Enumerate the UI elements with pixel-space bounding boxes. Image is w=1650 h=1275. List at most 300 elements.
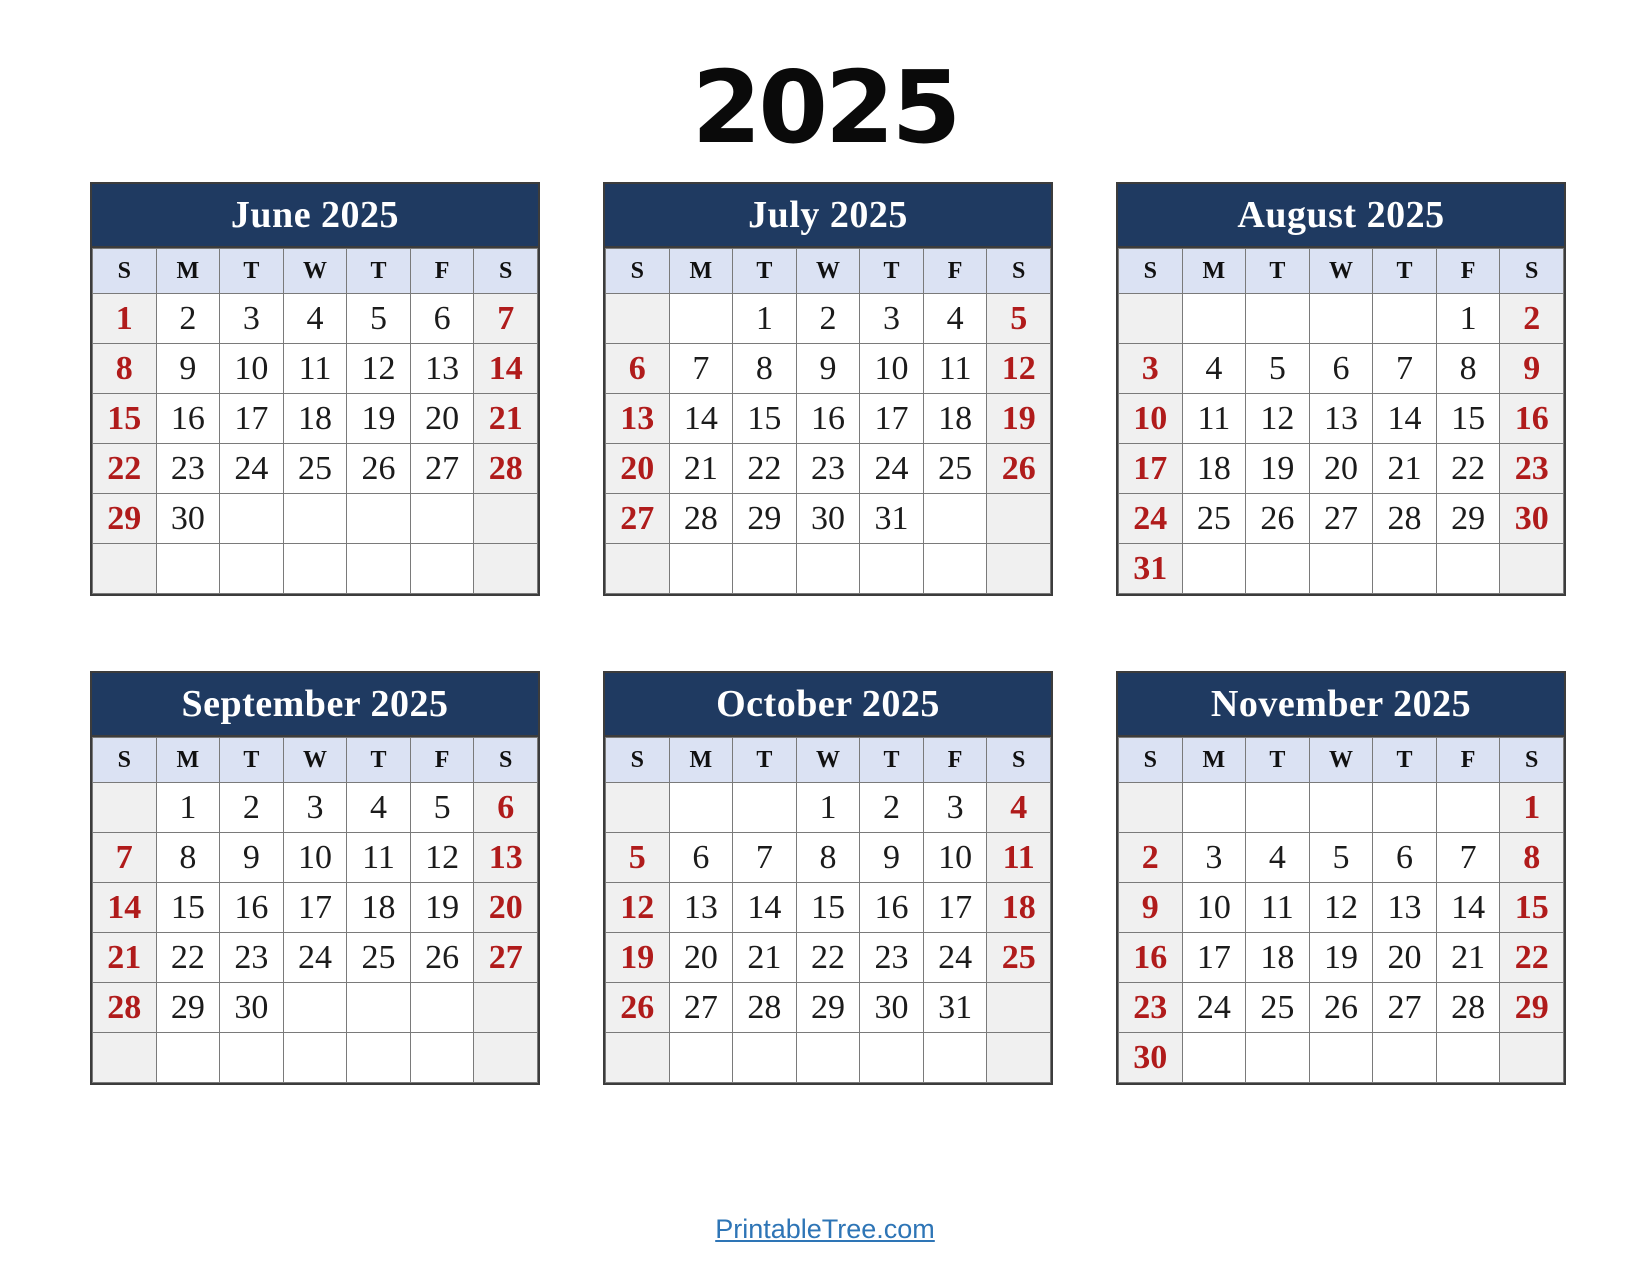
date-cell-24: 24 <box>220 444 284 494</box>
date-cell-28: 28 <box>1373 494 1437 544</box>
date-cell-empty <box>606 544 670 594</box>
date-cell-empty <box>1373 294 1437 344</box>
date-cell-14: 14 <box>93 883 157 933</box>
footer <box>0 1214 1650 1245</box>
week-row <box>1119 544 1564 594</box>
dow-row <box>606 249 1051 294</box>
date-cell-19: 19 <box>410 883 474 933</box>
date-cell-4: 4 <box>347 783 411 833</box>
date-cell-20: 20 <box>669 933 733 983</box>
date-cell-21: 21 <box>1436 933 1500 983</box>
dow-cell-6: S <box>987 738 1051 783</box>
week-row <box>606 394 1051 444</box>
date-cell-6: 6 <box>606 344 670 394</box>
date-cell-empty <box>1182 294 1246 344</box>
date-cell-empty <box>474 983 538 1033</box>
date-cell-empty <box>283 983 347 1033</box>
date-cell-5: 5 <box>606 833 670 883</box>
dow-cell-5: F <box>1436 738 1500 783</box>
week-row <box>1119 1033 1564 1083</box>
date-cell-15: 15 <box>733 394 797 444</box>
week-row <box>93 933 538 983</box>
date-cell-10: 10 <box>283 833 347 883</box>
date-cell-2: 2 <box>156 294 220 344</box>
date-cell-10: 10 <box>220 344 284 394</box>
date-cell-empty <box>283 544 347 594</box>
date-cell-28: 28 <box>733 983 797 1033</box>
date-cell-13: 13 <box>1309 394 1373 444</box>
date-cell-8: 8 <box>93 344 157 394</box>
week-row <box>1119 394 1564 444</box>
date-cell-24: 24 <box>860 444 924 494</box>
dow-cell-0: S <box>606 249 670 294</box>
date-cell-12: 12 <box>1309 883 1373 933</box>
week-row <box>606 1033 1051 1083</box>
date-cell-empty <box>1119 783 1183 833</box>
date-cell-empty <box>606 294 670 344</box>
month-table <box>1118 737 1564 1083</box>
date-cell-30: 30 <box>860 983 924 1033</box>
dow-row <box>606 738 1051 783</box>
date-cell-26: 26 <box>1309 983 1373 1033</box>
date-cell-8: 8 <box>1500 833 1564 883</box>
date-cell-11: 11 <box>283 344 347 394</box>
date-cell-31: 31 <box>923 983 987 1033</box>
week-row <box>606 833 1051 883</box>
week-row <box>93 783 538 833</box>
date-cell-8: 8 <box>733 344 797 394</box>
date-cell-empty <box>1309 544 1373 594</box>
date-cell-empty <box>669 783 733 833</box>
date-cell-5: 5 <box>1309 833 1373 883</box>
date-cell-empty <box>796 544 860 594</box>
dow-row <box>1119 738 1564 783</box>
dow-cell-3: W <box>283 249 347 294</box>
date-cell-17: 17 <box>283 883 347 933</box>
date-cell-4: 4 <box>923 294 987 344</box>
date-cell-13: 13 <box>1373 883 1437 933</box>
month-title: June 2025 <box>230 194 400 236</box>
date-cell-25: 25 <box>923 444 987 494</box>
month-table <box>92 248 538 594</box>
date-cell-empty <box>606 1033 670 1083</box>
date-cell-22: 22 <box>1500 933 1564 983</box>
week-row <box>1119 494 1564 544</box>
dow-cell-2: T <box>733 738 797 783</box>
date-cell-23: 23 <box>220 933 284 983</box>
month-table <box>92 737 538 1083</box>
week-row <box>606 444 1051 494</box>
date-cell-empty <box>347 544 411 594</box>
dow-cell-1: M <box>669 249 733 294</box>
date-cell-29: 29 <box>93 494 157 544</box>
date-cell-17: 17 <box>860 394 924 444</box>
date-cell-empty <box>1373 783 1437 833</box>
date-cell-empty <box>220 494 284 544</box>
date-cell-16: 16 <box>156 394 220 444</box>
month-header <box>1118 184 1564 248</box>
date-cell-8: 8 <box>1436 344 1500 394</box>
date-cell-6: 6 <box>669 833 733 883</box>
date-cell-empty <box>1246 294 1310 344</box>
date-cell-19: 19 <box>347 394 411 444</box>
date-cell-18: 18 <box>283 394 347 444</box>
date-cell-empty <box>474 494 538 544</box>
dow-cell-1: M <box>156 738 220 783</box>
date-cell-empty <box>923 544 987 594</box>
date-cell-24: 24 <box>1119 494 1183 544</box>
dow-cell-5: F <box>923 738 987 783</box>
dow-cell-4: T <box>1373 249 1437 294</box>
date-cell-7: 7 <box>1436 833 1500 883</box>
date-cell-empty <box>347 494 411 544</box>
date-cell-13: 13 <box>606 394 670 444</box>
date-cell-28: 28 <box>474 444 538 494</box>
date-cell-2: 2 <box>796 294 860 344</box>
date-cell-9: 9 <box>796 344 860 394</box>
dow-cell-6: S <box>474 249 538 294</box>
date-cell-4: 4 <box>1182 344 1246 394</box>
date-cell-23: 23 <box>1500 444 1564 494</box>
date-cell-empty <box>1500 544 1564 594</box>
date-cell-20: 20 <box>1309 444 1373 494</box>
date-cell-19: 19 <box>1246 444 1310 494</box>
week-row <box>1119 783 1564 833</box>
date-cell-26: 26 <box>987 444 1051 494</box>
date-cell-3: 3 <box>923 783 987 833</box>
date-cell-empty <box>93 544 157 594</box>
week-row <box>93 344 538 394</box>
date-cell-4: 4 <box>283 294 347 344</box>
week-row <box>93 294 538 344</box>
date-cell-24: 24 <box>283 933 347 983</box>
date-cell-26: 26 <box>347 444 411 494</box>
dow-cell-0: S <box>1119 249 1183 294</box>
week-row <box>93 394 538 444</box>
date-cell-9: 9 <box>156 344 220 394</box>
date-cell-28: 28 <box>93 983 157 1033</box>
date-cell-empty <box>410 494 474 544</box>
date-cell-13: 13 <box>669 883 733 933</box>
week-row <box>1119 344 1564 394</box>
date-cell-13: 13 <box>410 344 474 394</box>
date-cell-29: 29 <box>733 494 797 544</box>
date-cell-empty <box>1373 544 1437 594</box>
date-cell-22: 22 <box>156 933 220 983</box>
date-cell-empty <box>156 1033 220 1083</box>
date-cell-30: 30 <box>220 983 284 1033</box>
date-cell-9: 9 <box>1119 883 1183 933</box>
date-cell-30: 30 <box>156 494 220 544</box>
week-row <box>606 544 1051 594</box>
date-cell-16: 16 <box>1500 394 1564 444</box>
date-cell-21: 21 <box>474 394 538 444</box>
date-cell-11: 11 <box>987 833 1051 883</box>
date-cell-10: 10 <box>860 344 924 394</box>
week-row <box>93 883 538 933</box>
date-cell-20: 20 <box>410 394 474 444</box>
date-cell-16: 16 <box>220 883 284 933</box>
month-table <box>1118 248 1564 594</box>
date-cell-empty <box>1182 1033 1246 1083</box>
dow-row <box>1119 249 1564 294</box>
week-row <box>1119 833 1564 883</box>
week-row <box>93 833 538 883</box>
date-cell-7: 7 <box>93 833 157 883</box>
week-row <box>93 494 538 544</box>
date-cell-27: 27 <box>669 983 733 1033</box>
year-title: 2025 <box>691 49 959 166</box>
month-card-september-2025 <box>90 671 540 1085</box>
date-cell-4: 4 <box>987 783 1051 833</box>
date-cell-8: 8 <box>156 833 220 883</box>
date-cell-empty <box>1246 544 1310 594</box>
week-row <box>1119 933 1564 983</box>
date-cell-25: 25 <box>283 444 347 494</box>
dow-cell-5: F <box>410 249 474 294</box>
date-cell-25: 25 <box>1182 494 1246 544</box>
date-cell-23: 23 <box>156 444 220 494</box>
date-cell-11: 11 <box>1182 394 1246 444</box>
date-cell-empty <box>220 544 284 594</box>
date-cell-6: 6 <box>1309 344 1373 394</box>
dow-cell-6: S <box>1500 249 1564 294</box>
date-cell-empty <box>1119 294 1183 344</box>
date-cell-19: 19 <box>606 933 670 983</box>
dow-cell-2: T <box>1246 738 1310 783</box>
date-cell-empty <box>347 983 411 1033</box>
dow-cell-6: S <box>474 738 538 783</box>
dow-cell-3: W <box>796 738 860 783</box>
date-cell-27: 27 <box>606 494 670 544</box>
date-cell-empty <box>474 544 538 594</box>
date-cell-25: 25 <box>1246 983 1310 1033</box>
date-cell-empty <box>669 544 733 594</box>
date-cell-9: 9 <box>1500 344 1564 394</box>
date-cell-16: 16 <box>1119 933 1183 983</box>
date-cell-30: 30 <box>1500 494 1564 544</box>
date-cell-empty <box>606 783 670 833</box>
dow-cell-6: S <box>987 249 1051 294</box>
footer-link[interactable]: PrintableTree.com <box>715 1214 935 1244</box>
date-cell-empty <box>220 1033 284 1083</box>
date-cell-empty <box>1182 783 1246 833</box>
date-cell-12: 12 <box>1246 394 1310 444</box>
dow-cell-4: T <box>860 738 924 783</box>
date-cell-3: 3 <box>860 294 924 344</box>
date-cell-3: 3 <box>1119 344 1183 394</box>
date-cell-empty <box>987 983 1051 1033</box>
date-cell-5: 5 <box>1246 344 1310 394</box>
date-cell-empty <box>987 544 1051 594</box>
month-header <box>92 673 538 737</box>
week-row <box>1119 883 1564 933</box>
date-cell-21: 21 <box>733 933 797 983</box>
dow-cell-1: M <box>156 249 220 294</box>
date-cell-21: 21 <box>669 444 733 494</box>
date-cell-empty <box>93 1033 157 1083</box>
date-cell-16: 16 <box>860 883 924 933</box>
date-cell-2: 2 <box>220 783 284 833</box>
week-row <box>606 294 1051 344</box>
date-cell-3: 3 <box>220 294 284 344</box>
date-cell-11: 11 <box>923 344 987 394</box>
date-cell-18: 18 <box>347 883 411 933</box>
month-card-august-2025 <box>1116 182 1566 596</box>
date-cell-5: 5 <box>987 294 1051 344</box>
date-cell-10: 10 <box>923 833 987 883</box>
date-cell-31: 31 <box>860 494 924 544</box>
date-cell-1: 1 <box>796 783 860 833</box>
date-cell-2: 2 <box>860 783 924 833</box>
date-cell-21: 21 <box>1373 444 1437 494</box>
date-cell-22: 22 <box>733 444 797 494</box>
date-cell-15: 15 <box>156 883 220 933</box>
date-cell-17: 17 <box>220 394 284 444</box>
date-cell-15: 15 <box>1436 394 1500 444</box>
week-row <box>93 444 538 494</box>
week-row <box>93 544 538 594</box>
month-header <box>605 184 1051 248</box>
month-table <box>605 248 1051 594</box>
date-cell-17: 17 <box>1182 933 1246 983</box>
date-cell-15: 15 <box>93 394 157 444</box>
date-cell-28: 28 <box>669 494 733 544</box>
date-cell-20: 20 <box>1373 933 1437 983</box>
date-cell-empty <box>796 1033 860 1083</box>
date-cell-1: 1 <box>1500 783 1564 833</box>
date-cell-14: 14 <box>733 883 797 933</box>
date-cell-30: 30 <box>1119 1033 1183 1083</box>
dow-cell-2: T <box>220 249 284 294</box>
date-cell-empty <box>669 294 733 344</box>
date-cell-empty <box>474 1033 538 1083</box>
dow-cell-3: W <box>283 738 347 783</box>
date-cell-empty <box>156 544 220 594</box>
date-cell-empty <box>1309 1033 1373 1083</box>
date-cell-19: 19 <box>987 394 1051 444</box>
dow-cell-0: S <box>93 738 157 783</box>
date-cell-1: 1 <box>156 783 220 833</box>
date-cell-10: 10 <box>1182 883 1246 933</box>
date-cell-20: 20 <box>606 444 670 494</box>
dow-cell-3: W <box>796 249 860 294</box>
week-row <box>93 983 538 1033</box>
date-cell-25: 25 <box>347 933 411 983</box>
date-cell-24: 24 <box>1182 983 1246 1033</box>
date-cell-empty <box>1373 1033 1437 1083</box>
date-cell-empty <box>923 1033 987 1083</box>
week-row <box>606 983 1051 1033</box>
date-cell-26: 26 <box>1246 494 1310 544</box>
date-cell-29: 29 <box>796 983 860 1033</box>
date-cell-18: 18 <box>987 883 1051 933</box>
date-cell-empty <box>733 1033 797 1083</box>
date-cell-17: 17 <box>1119 444 1183 494</box>
date-cell-24: 24 <box>923 933 987 983</box>
month-card-november-2025 <box>1116 671 1566 1085</box>
month-title: November 2025 <box>1210 683 1472 725</box>
date-cell-29: 29 <box>1500 983 1564 1033</box>
date-cell-3: 3 <box>283 783 347 833</box>
month-card-june-2025 <box>90 182 540 596</box>
week-row <box>1119 294 1564 344</box>
date-cell-27: 27 <box>474 933 538 983</box>
dow-cell-5: F <box>410 738 474 783</box>
date-cell-empty <box>1246 1033 1310 1083</box>
date-cell-19: 19 <box>1309 933 1373 983</box>
dow-cell-4: T <box>347 249 411 294</box>
date-cell-12: 12 <box>347 344 411 394</box>
date-cell-empty <box>1182 544 1246 594</box>
month-title: July 2025 <box>748 194 908 236</box>
dow-cell-2: T <box>733 249 797 294</box>
month-card-october-2025 <box>603 671 1053 1085</box>
date-cell-22: 22 <box>796 933 860 983</box>
date-cell-empty <box>860 544 924 594</box>
week-row <box>606 344 1051 394</box>
date-cell-27: 27 <box>410 444 474 494</box>
date-cell-18: 18 <box>1246 933 1310 983</box>
month-title: October 2025 <box>716 683 940 725</box>
date-cell-empty <box>93 783 157 833</box>
date-cell-27: 27 <box>1373 983 1437 1033</box>
dow-cell-1: M <box>1182 738 1246 783</box>
date-cell-10: 10 <box>1119 394 1183 444</box>
date-cell-14: 14 <box>669 394 733 444</box>
month-card-july-2025 <box>603 182 1053 596</box>
dow-cell-4: T <box>347 738 411 783</box>
date-cell-2: 2 <box>1500 294 1564 344</box>
date-cell-13: 13 <box>474 833 538 883</box>
date-cell-23: 23 <box>860 933 924 983</box>
date-cell-7: 7 <box>1373 344 1437 394</box>
date-cell-22: 22 <box>93 444 157 494</box>
dow-cell-4: T <box>1373 738 1437 783</box>
date-cell-5: 5 <box>410 783 474 833</box>
date-cell-26: 26 <box>606 983 670 1033</box>
date-cell-17: 17 <box>923 883 987 933</box>
date-cell-empty <box>1309 294 1373 344</box>
date-cell-12: 12 <box>410 833 474 883</box>
date-cell-5: 5 <box>347 294 411 344</box>
dow-cell-2: T <box>1246 249 1310 294</box>
date-cell-7: 7 <box>733 833 797 883</box>
month-title: August 2025 <box>1237 194 1445 236</box>
date-cell-empty <box>1500 1033 1564 1083</box>
date-cell-1: 1 <box>733 294 797 344</box>
date-cell-18: 18 <box>923 394 987 444</box>
week-row <box>606 883 1051 933</box>
dow-cell-0: S <box>1119 738 1183 783</box>
date-cell-empty <box>410 1033 474 1083</box>
date-cell-empty <box>347 1033 411 1083</box>
date-cell-7: 7 <box>669 344 733 394</box>
date-cell-1: 1 <box>93 294 157 344</box>
week-row <box>93 1033 538 1083</box>
date-cell-21: 21 <box>93 933 157 983</box>
date-cell-2: 2 <box>1119 833 1183 883</box>
dow-cell-5: F <box>1436 249 1500 294</box>
date-cell-25: 25 <box>987 933 1051 983</box>
date-cell-6: 6 <box>1373 833 1437 883</box>
date-cell-29: 29 <box>156 983 220 1033</box>
date-cell-12: 12 <box>987 344 1051 394</box>
date-cell-30: 30 <box>796 494 860 544</box>
dow-cell-5: F <box>923 249 987 294</box>
week-row <box>606 783 1051 833</box>
date-cell-empty <box>987 1033 1051 1083</box>
